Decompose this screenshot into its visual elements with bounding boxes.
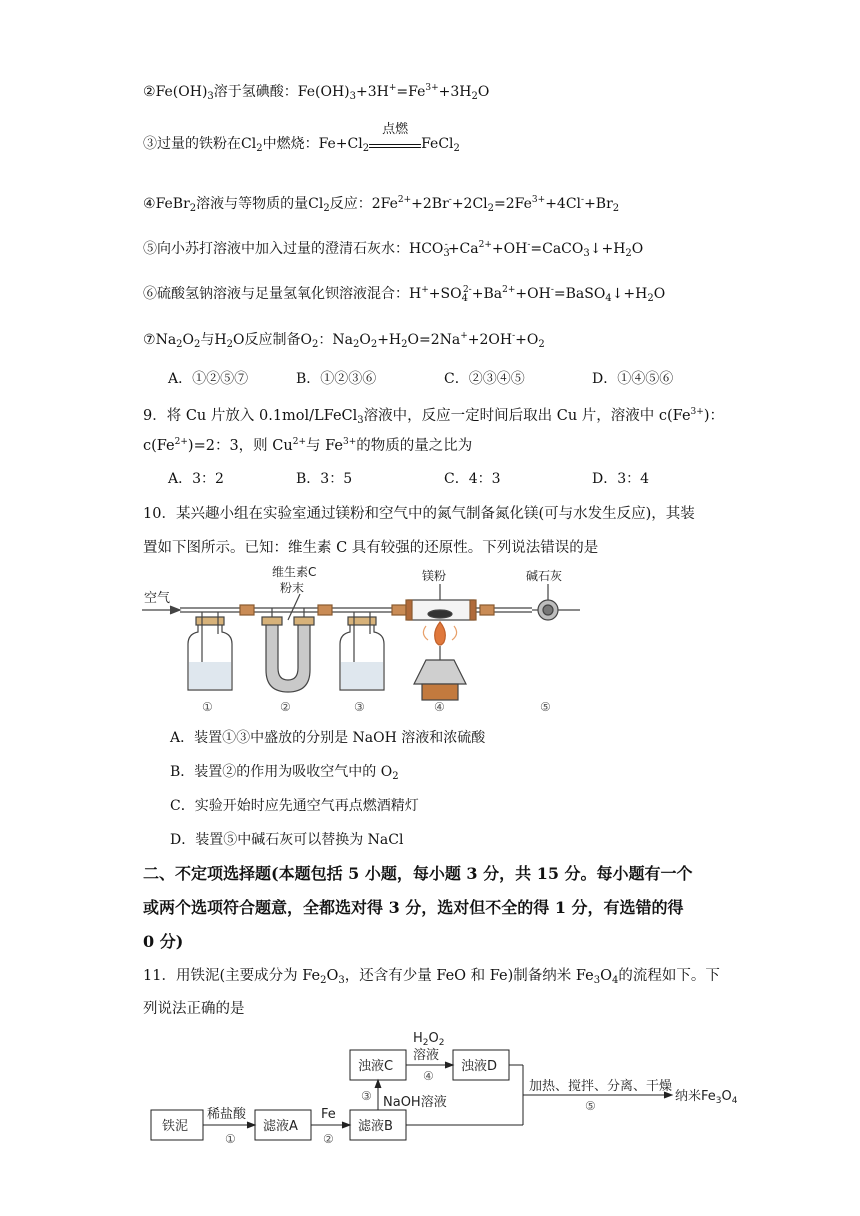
q8-option-a[interactable]: A．①②⑤⑦ <box>168 371 249 387</box>
reaction-condition: 点燃 <box>369 136 421 148</box>
label-n2: ② <box>280 700 291 714</box>
apparatus-diagram <box>140 562 590 717</box>
equation-3: ③过量的铁粉在$Cl_2$中燃烧：$Fe+Cl_2$ 点燃 FeCl$_2$ <box>143 122 460 154</box>
equation-6: ⑥硫酸氢钠溶液与足量氢氧化钡溶液混合：$H^++SO_4^{2-}+Ba^{2+}+OH^-=BaSO_4↓+H_2O$ <box>143 285 666 304</box>
flow-reagent-hcl: 稀盐酸 <box>207 1107 247 1122</box>
flow-product: 纳米$Fe_3O_4$ <box>675 1089 738 1106</box>
q8-option-b[interactable]: B．①②③⑥ <box>296 371 377 387</box>
flow-step-1: ① <box>225 1132 236 1146</box>
section2-heading-line3: 0 分) <box>143 932 184 951</box>
flow-diagram <box>145 1028 755 1153</box>
flow-reagent-fe: Fe <box>321 1107 336 1122</box>
q10-choice-b[interactable]: B．装置②的作用为吸收空气中的 $O_2$ <box>170 764 399 782</box>
q9-option-b[interactable]: B．3：5 <box>296 471 353 487</box>
q10-stem-line2: 置如下图所示。已知：维生素 C 具有较强的还原性。下列说法错误的是 <box>143 540 599 556</box>
flow-step5-ops: 加热、搅拌、分离、干燥 <box>529 1079 673 1094</box>
q11-stem-line2: 列说法正确的是 <box>143 1001 245 1017</box>
label-n3: ③ <box>354 700 365 714</box>
flow-box-turbid-d: 浊液D <box>461 1059 498 1074</box>
flow-step-3: ③ <box>361 1089 372 1103</box>
q10-stem-line1: 10．某兴趣小组在实验室通过镁粉和空气中的氮气制备氮化镁(可与水发生反应)，其装 <box>143 506 695 522</box>
flow-box-iron-mud: 铁泥 <box>162 1119 189 1134</box>
q9-option-c[interactable]: C．4：3 <box>444 471 501 487</box>
flow-reagent-solution: 溶液 <box>413 1048 440 1063</box>
flow-box-filtrate-a: 滤液A <box>263 1119 298 1134</box>
flow-step-2: ② <box>323 1132 334 1146</box>
q9-stem-line1: 9．将 Cu 片放入 0.1mol/LFeCl$_3$溶液中，反应一定时间后取出 Cu 片，溶液中 $c(Fe^{3+})$： <box>143 407 724 426</box>
q9-options <box>168 468 649 488</box>
label-n4: ④ <box>434 700 445 714</box>
q9-stem-line2: $c(Fe^{2+})=2$：3，则 $Cu^{2+}$与 $Fe^{3+}$的物质的量之比为 <box>143 437 473 454</box>
q8-option-c[interactable]: C．②③④⑤ <box>444 371 525 387</box>
q10-choice-a[interactable]: A．装置①③中盛放的分别是 NaOH 溶液和浓硫酸 <box>170 730 486 746</box>
q11-stem-line1: 11．用铁泥(主要成分为 $Fe_2O_3$，还含有少量 FeO 和 Fe)制备纳米 $Fe_3O_4$的流程如下。下 <box>143 968 720 986</box>
label-soda-lime: 碱石灰 <box>526 569 563 583</box>
flow-reagent-naoh: NaOH溶液 <box>383 1095 447 1110</box>
equation-7: $⑦Na_2O_2$与$H_2O$反应制备$O_2$：$Na_2O_2+H_2O=2Na^++2OH^-+O_2$ <box>143 331 545 350</box>
label-powder: 粉末 <box>280 581 305 595</box>
label-mg-powder: 镁粉 <box>422 569 447 583</box>
flow-reagent-h2o2: $H_2O_2$ <box>413 1031 445 1048</box>
label-air: 空气 <box>144 591 171 606</box>
section2-heading-line2: 或两个选项符合题意，全都选对得 3 分，选对但不全的得 1 分，有选错的得 <box>143 898 684 917</box>
equation-4: ④FeBr$_2$溶液与等物质的量$Cl_2$反应：$2Fe^{2+}+2Br^-+2Cl_2=2Fe^{3+}+4Cl^-+Br_2$ <box>143 195 620 214</box>
flow-step-5: ⑤ <box>585 1099 596 1113</box>
equation-2: $②Fe(OH)_3$溶于氢碘酸：$Fe(OH)_3+3H^+=Fe^{3+}+3H_2O$ <box>143 83 490 102</box>
flow-box-turbid-c: 浊液C <box>358 1059 394 1074</box>
q9-option-d[interactable]: D．3：4 <box>592 471 650 487</box>
label-n1: ① <box>202 700 213 714</box>
equation-5: ⑤向小苏打溶液中加入过量的澄清石灰水：$HCO_3^-+Ca^{2+}+OH^-=CaCO_3↓+H_2O$ <box>143 240 644 259</box>
label-n5: ⑤ <box>540 700 551 714</box>
section2-heading-line1: 二、不定项选择题(本题包括 5 小题，每小题 3 分，共 15 分。每小题有一个 <box>143 864 693 883</box>
label-vitamin-c: 维生素C <box>272 565 317 579</box>
q8-option-d[interactable]: D．①④⑤⑥ <box>592 371 674 387</box>
flow-box-filtrate-b: 滤液B <box>358 1119 393 1134</box>
q10-choice-c[interactable]: C．实验开始时应先通空气再点燃酒精灯 <box>170 798 419 814</box>
q10-choice-d[interactable]: D．装置⑤中碱石灰可以替换为 NaCl <box>170 832 404 848</box>
flow-step-4: ④ <box>423 1069 434 1083</box>
q8-options <box>168 368 673 388</box>
q9-option-a[interactable]: A．3：2 <box>168 471 224 487</box>
